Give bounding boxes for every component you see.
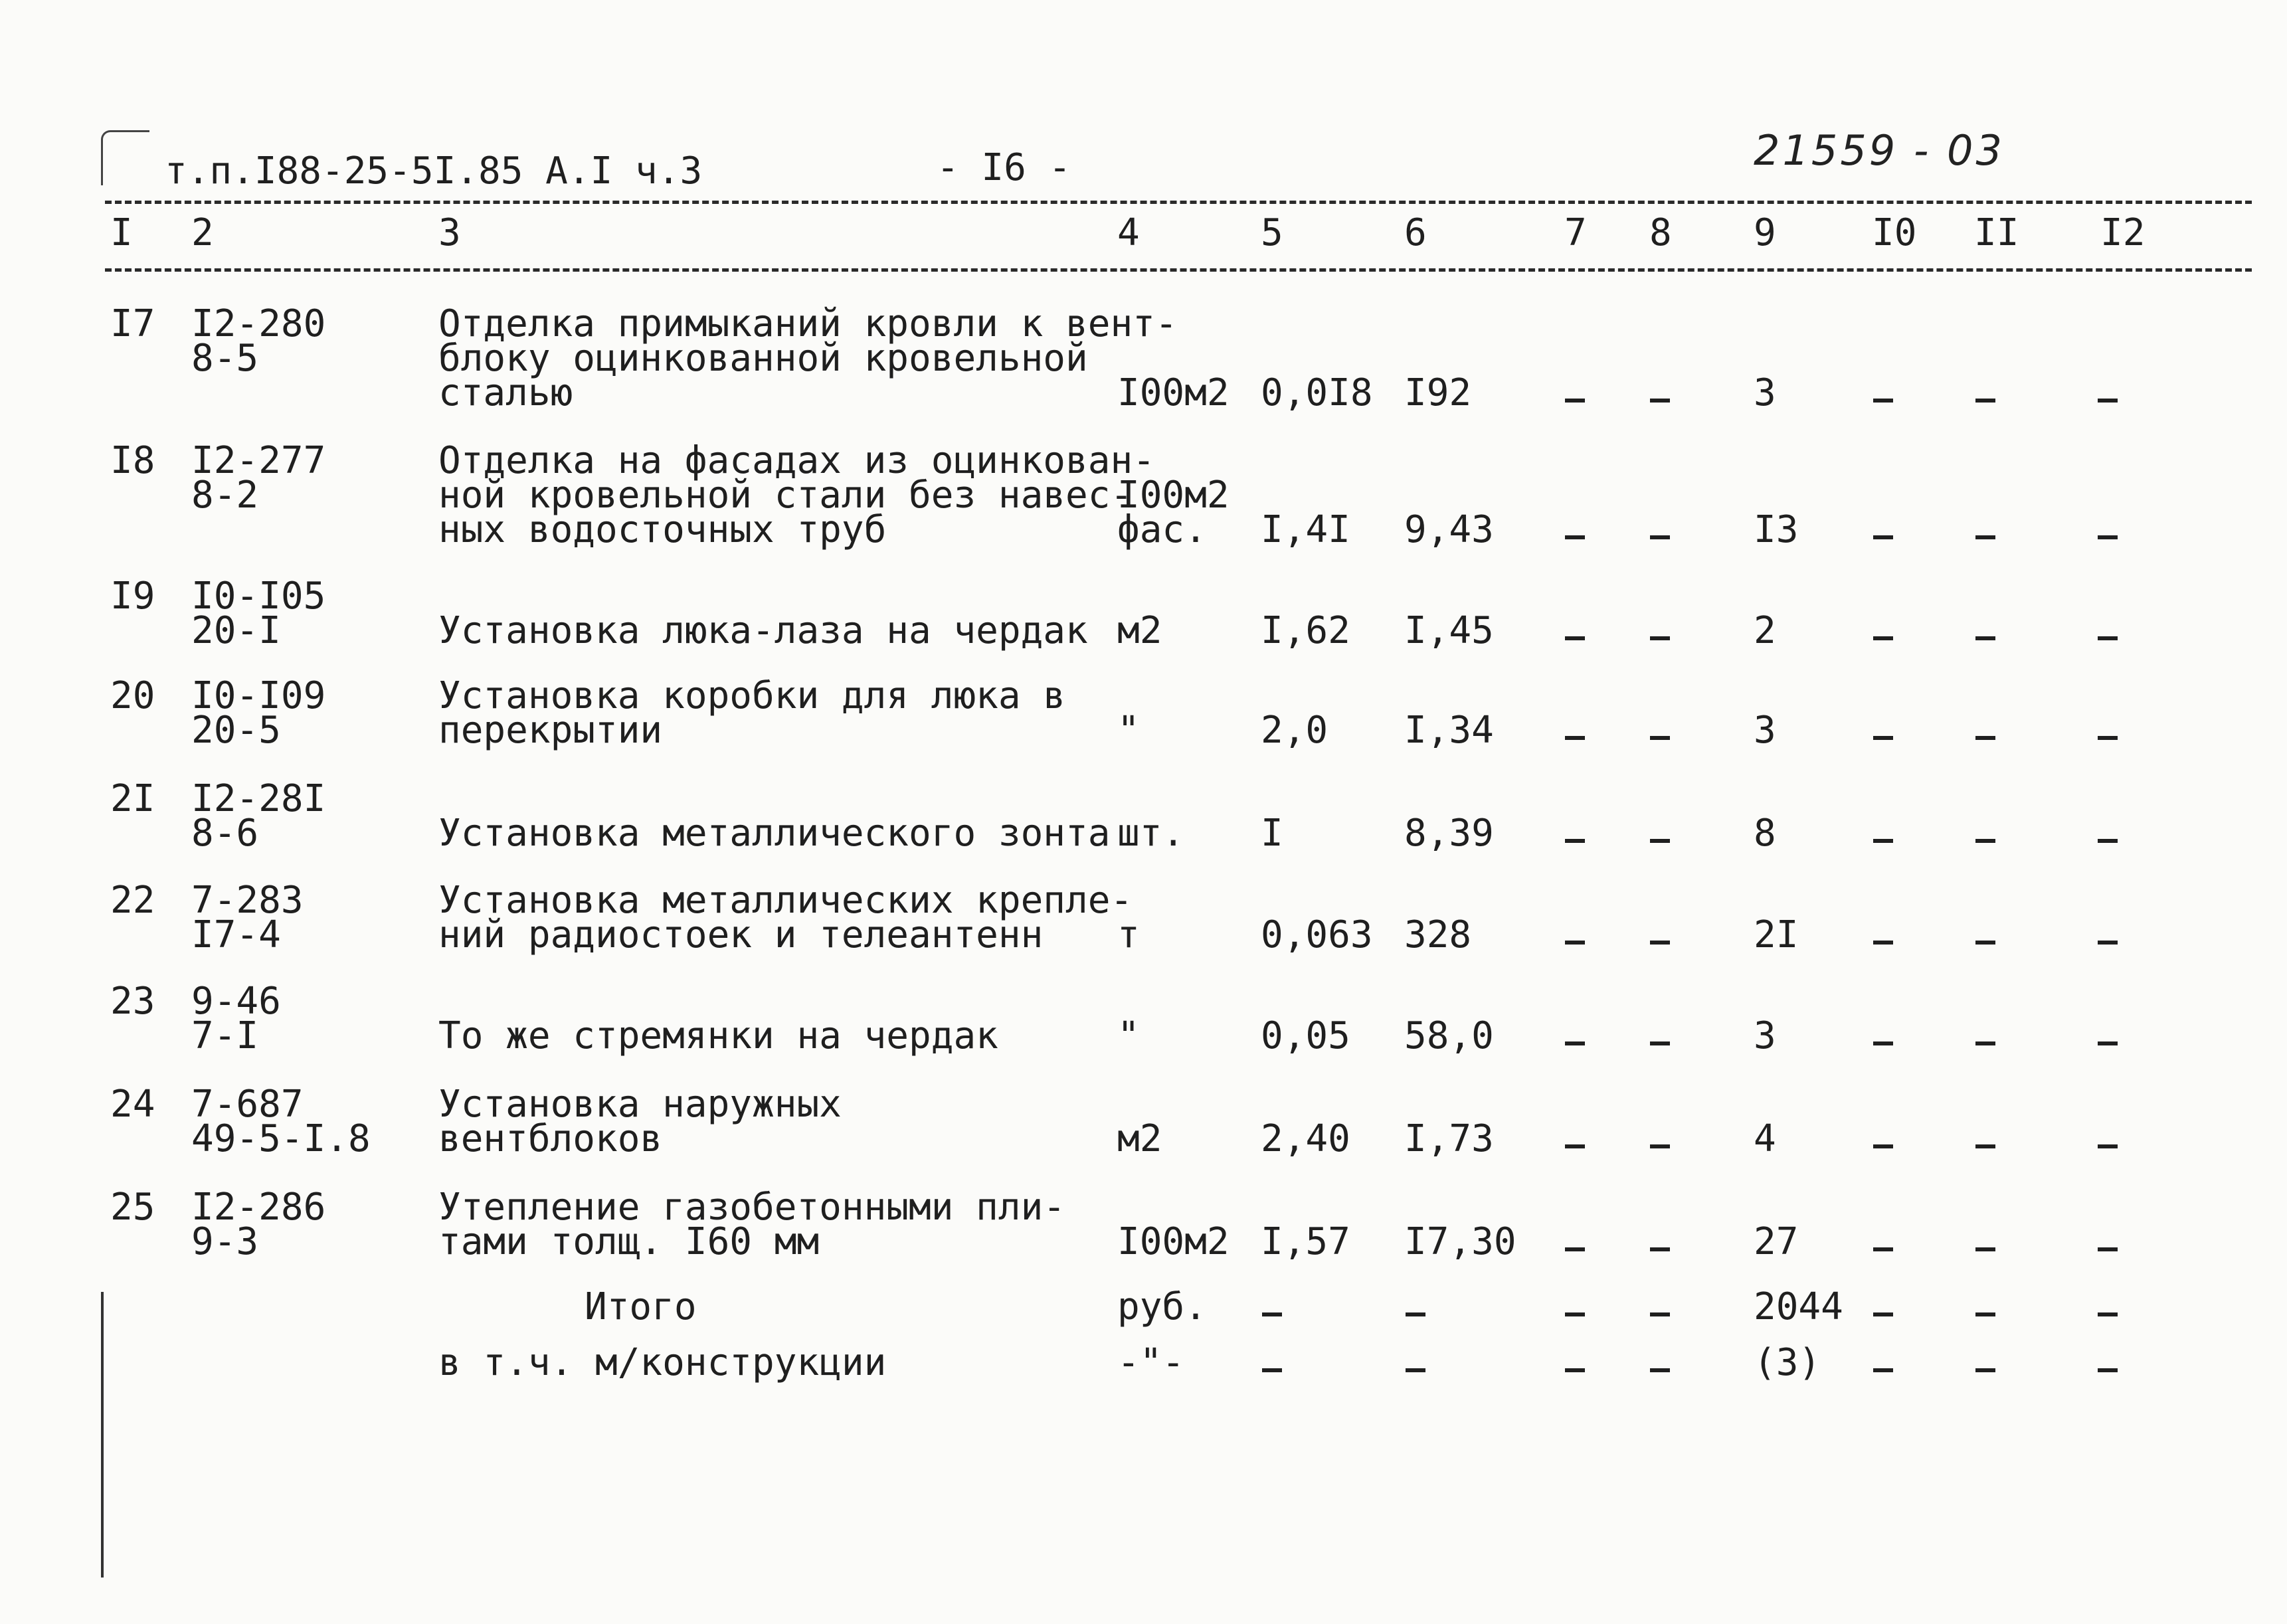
c10-dash (1873, 736, 1893, 740)
c8-dash (1650, 636, 1670, 640)
c8-dash (1650, 1247, 1670, 1251)
quantity-cell: 0,0I8 (1261, 371, 1373, 414)
unit-cost-cell: 8,39 (1404, 812, 1494, 855)
work-description: Установка коробки для люка в перекрытии (438, 674, 1066, 752)
c8-dash (1650, 839, 1670, 843)
work-description: Отделка на фасадах из оцинкован- ной кровельной стали без навес- ных водосточных труб (438, 439, 1155, 551)
unit-cell: I00м2 (1117, 1220, 1230, 1263)
c7-dash (1565, 535, 1585, 539)
row-number: I7 (110, 302, 155, 345)
row-number: 25 (110, 1186, 155, 1229)
norm-code: 9-46 7-I (191, 980, 281, 1057)
quantity-cell: 0,05 (1261, 1014, 1350, 1057)
c11-dash (1975, 839, 1995, 843)
unit-cost-cell: 9,43 (1404, 508, 1494, 551)
c9-cell: 3 (1754, 371, 1776, 414)
norm-code: I2-280 8-5 (191, 302, 326, 380)
c8-dash (1650, 399, 1670, 403)
c10-dash (1873, 1312, 1893, 1316)
c10-dash (1873, 1144, 1893, 1148)
column-header-7: 7 (1564, 211, 1587, 254)
quantity-cell: 2,40 (1261, 1117, 1350, 1160)
row-number: 2I (110, 777, 155, 820)
page-number: - I6 - (937, 146, 1071, 189)
c8-dash (1650, 1041, 1670, 1045)
c9-cell: 2044 (1754, 1285, 1843, 1328)
unit-cost-cell: 328 (1404, 913, 1472, 956)
c7-dash (1565, 399, 1585, 403)
c11-dash (1975, 1041, 1995, 1045)
c12-dash (2098, 941, 2118, 945)
c10-dash (1873, 1247, 1893, 1251)
c11-dash (1975, 941, 1995, 945)
c12-dash (2098, 839, 2118, 843)
c11-dash (1975, 1312, 1995, 1316)
work-description: То же стремянки на чердак (438, 1014, 998, 1057)
row-number: I8 (110, 439, 155, 482)
c9-cell: 4 (1754, 1117, 1776, 1160)
work-description: Отделка примыканий кровли к вент- блоку оцинкованной кровельной сталью (438, 302, 1178, 414)
c9-cell: 2I (1754, 913, 1799, 956)
unit-cell: шт. (1117, 812, 1185, 855)
row-number: 23 (110, 980, 155, 1023)
unit-cell: " (1117, 709, 1140, 752)
work-description: Установка люка-лаза на чердак (438, 609, 1088, 652)
c11-dash (1975, 1247, 1995, 1251)
unit-cost-cell: I7,30 (1404, 1220, 1516, 1263)
c9-cell: 27 (1754, 1220, 1799, 1263)
c10-dash (1873, 535, 1893, 539)
c10-dash (1873, 399, 1893, 403)
quantity-cell: I,57 (1261, 1220, 1350, 1263)
c8-dash (1650, 1368, 1670, 1372)
c11-dash (1975, 535, 1995, 539)
work-description: Установка металлического зонта (438, 812, 1111, 855)
c11-dash (1975, 1368, 1995, 1372)
unit-cost-cell: 58,0 (1404, 1014, 1494, 1057)
header-rule-top (105, 201, 2252, 204)
norm-code: 7-283 I7-4 (191, 879, 304, 956)
left-margin-line (101, 1292, 104, 1578)
column-header-11: II (1974, 211, 2019, 254)
c8-dash (1650, 736, 1670, 740)
totals-label: в т.ч. м/конструкции (438, 1341, 887, 1384)
c8-dash (1650, 1312, 1670, 1316)
scan-corner-mark (101, 130, 149, 185)
c6-dash (1406, 1368, 1425, 1372)
unit-cost-cell: I,45 (1404, 609, 1494, 652)
handwritten-document-number: 21559 - 03 (1754, 126, 2005, 175)
c11-dash (1975, 636, 1995, 640)
c10-dash (1873, 1368, 1893, 1372)
column-header-4: 4 (1117, 211, 1140, 254)
c10-dash (1873, 839, 1893, 843)
c12-dash (2098, 1368, 2118, 1372)
column-header-3: 3 (438, 211, 461, 254)
quantity-cell: 2,0 (1261, 709, 1328, 752)
c11-dash (1975, 1144, 1995, 1148)
column-header-8: 8 (1649, 211, 1672, 254)
row-number: 24 (110, 1083, 155, 1126)
c12-dash (2098, 535, 2118, 539)
c10-dash (1873, 636, 1893, 640)
norm-code: 7-687 49-5-I.8 (191, 1083, 371, 1160)
row-number: I9 (110, 575, 155, 618)
totals-label: Итого (585, 1285, 697, 1328)
c9-cell: I3 (1754, 508, 1799, 551)
c9-cell: 3 (1754, 1014, 1776, 1057)
unit-cost-cell: I,73 (1404, 1117, 1494, 1160)
totals-unit: -"- (1117, 1341, 1185, 1384)
row-number: 20 (110, 674, 155, 717)
column-header-2: 2 (191, 211, 214, 254)
column-header-10: I0 (1872, 211, 1917, 254)
c8-dash (1650, 1144, 1670, 1148)
unit-cell: т (1117, 913, 1140, 956)
c9-cell: 8 (1754, 812, 1776, 855)
c12-dash (2098, 1312, 2118, 1316)
column-header-1: I (110, 211, 133, 254)
c12-dash (2098, 1144, 2118, 1148)
quantity-cell: I (1261, 812, 1283, 855)
document-reference: т.п.I88-25-5I.85 А.I ч.3 (165, 149, 703, 193)
norm-code: I0-I05 20-I (191, 575, 326, 652)
column-header-6: 6 (1404, 211, 1427, 254)
c12-dash (2098, 736, 2118, 740)
column-header-12: I2 (2100, 211, 2146, 254)
c12-dash (2098, 1247, 2118, 1251)
norm-code: I2-286 9-3 (191, 1186, 326, 1263)
c9-cell: 2 (1754, 609, 1776, 652)
c12-dash (2098, 1041, 2118, 1045)
c11-dash (1975, 399, 1995, 403)
quantity-cell: I,4I (1261, 508, 1350, 551)
c12-dash (2098, 399, 2118, 403)
header-rule-bottom (105, 268, 2252, 272)
unit-cost-cell: I,34 (1404, 709, 1494, 752)
c10-dash (1873, 941, 1893, 945)
quantity-cell: I,62 (1261, 609, 1350, 652)
c9-cell: 3 (1754, 709, 1776, 752)
c7-dash (1565, 1312, 1585, 1316)
unit-cost-cell: I92 (1404, 371, 1472, 414)
c12-dash (2098, 636, 2118, 640)
c9-cell: (3) (1754, 1341, 1821, 1384)
c6-dash (1406, 1312, 1425, 1316)
column-header-9: 9 (1754, 211, 1776, 254)
unit-cell: " (1117, 1014, 1140, 1057)
c7-dash (1565, 839, 1585, 843)
unit-cell: м2 (1117, 1117, 1162, 1160)
c7-dash (1565, 941, 1585, 945)
c10-dash (1873, 1041, 1893, 1045)
c7-dash (1565, 1041, 1585, 1045)
quantity-cell: 0,063 (1261, 913, 1373, 956)
row-number: 22 (110, 879, 155, 922)
work-description: Утепление газобетонными пли- тами толщ. I60 мм (438, 1186, 1066, 1263)
unit-cell: I00м2 фас. (1117, 474, 1230, 551)
norm-code: I2-28I 8-6 (191, 777, 326, 855)
c5-dash (1262, 1368, 1282, 1372)
work-description: Установка металлических крепле- ний радиостоек и телеантенн (438, 879, 1133, 956)
column-header-5: 5 (1261, 211, 1283, 254)
c11-dash (1975, 736, 1995, 740)
norm-code: I2-277 8-2 (191, 439, 326, 517)
c5-dash (1262, 1312, 1282, 1316)
work-description: Установка наружных вентблоков (438, 1083, 842, 1160)
c8-dash (1650, 941, 1670, 945)
unit-cell: м2 (1117, 609, 1162, 652)
c8-dash (1650, 535, 1670, 539)
c7-dash (1565, 736, 1585, 740)
unit-cell: I00м2 (1117, 371, 1230, 414)
c7-dash (1565, 636, 1585, 640)
totals-unit: руб. (1117, 1285, 1207, 1328)
norm-code: I0-I09 20-5 (191, 674, 326, 752)
c7-dash (1565, 1144, 1585, 1148)
c7-dash (1565, 1247, 1585, 1251)
c7-dash (1565, 1368, 1585, 1372)
